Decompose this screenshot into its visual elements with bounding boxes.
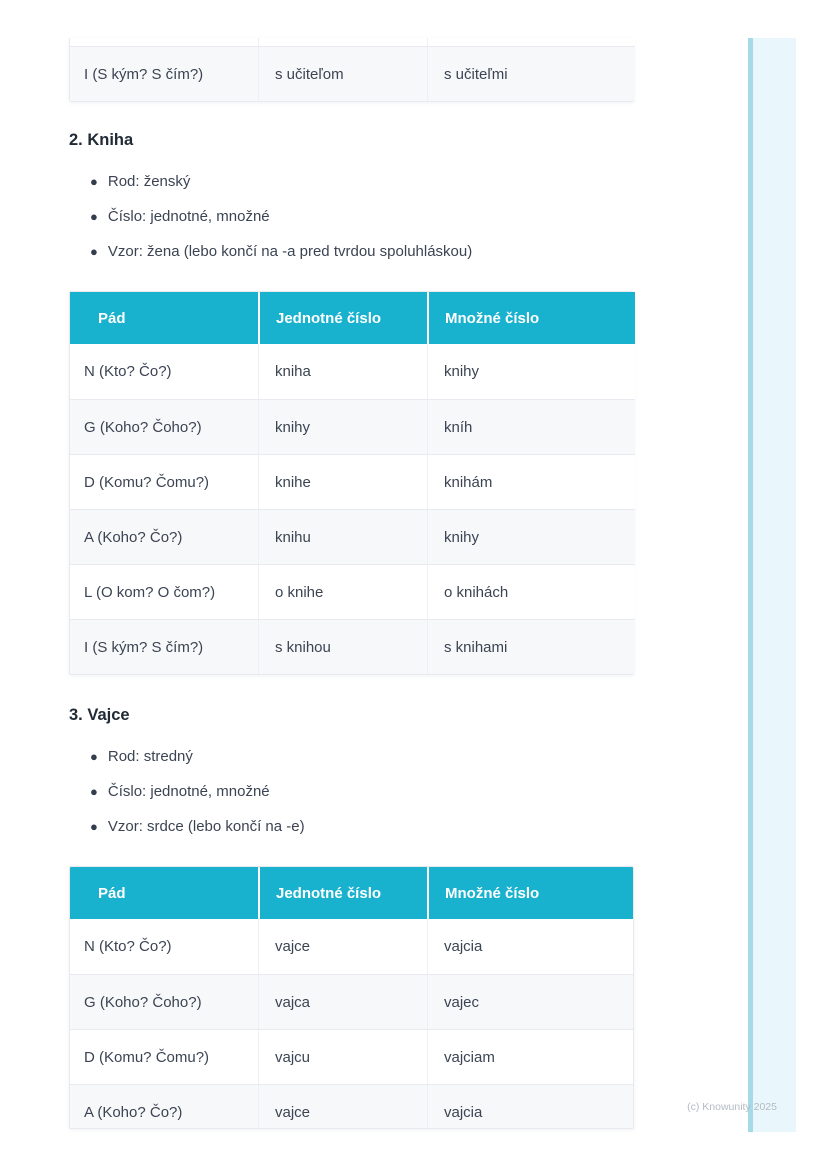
plural-cell: vajcia — [427, 1084, 634, 1129]
list-item-text: Číslo: jednotné, množné — [107, 208, 270, 225]
column-header-singular: Jednotné číslo — [258, 867, 427, 919]
plural-cell: vajciam — [427, 1029, 634, 1084]
singular-cell: s knihou — [258, 619, 427, 674]
table-cell — [70, 38, 258, 46]
section-heading-vajce: 3. Vajce — [69, 706, 130, 724]
singular-cell: knihy — [258, 399, 427, 454]
singular-cell: o knihe — [258, 564, 427, 619]
column-header-pad: Pád — [70, 867, 258, 919]
table-row — [70, 619, 635, 674]
plural-cell: o knihách — [427, 564, 635, 619]
singular-cell: vajce — [258, 1084, 427, 1129]
list-item — [90, 809, 634, 844]
case-cell: A (Koho? Čo?) — [70, 1084, 258, 1129]
singular-cell: knihu — [258, 509, 427, 564]
list-item-text: Číslo: jednotné, množné — [107, 783, 270, 800]
table-row — [70, 399, 635, 454]
case-cell: I (S kým? S čím?) — [70, 46, 258, 101]
plural-cell: s knihami — [427, 619, 635, 674]
table-row — [70, 46, 635, 101]
case-cell: D (Komu? Čomu?) — [70, 454, 258, 509]
table-cell — [427, 38, 635, 46]
singular-cell: kniha — [258, 344, 427, 399]
table-cell — [258, 38, 427, 46]
table-header-row — [70, 292, 635, 344]
list-item — [90, 164, 634, 199]
table-row — [70, 919, 634, 974]
singular-cell: vajcu — [258, 1029, 427, 1084]
singular-cell: knihe — [258, 454, 427, 509]
kniha-properties-list — [69, 164, 634, 269]
bullet-icon: ● — [90, 244, 98, 259]
list-item-text: Vzor: srdce (lebo končí na -e) — [107, 818, 305, 835]
case-cell: N (Kto? Čo?) — [70, 919, 258, 974]
list-item — [90, 234, 634, 269]
case-cell: L (O kom? O čom?) — [70, 564, 258, 619]
table-row — [70, 974, 634, 1029]
case-cell: I (S kým? S čím?) — [70, 619, 258, 674]
plural-cell: s učiteľmi — [427, 46, 635, 101]
case-cell: G (Koho? Čoho?) — [70, 974, 258, 1029]
plural-cell: vajec — [427, 974, 634, 1029]
table-row — [70, 1084, 634, 1129]
column-header-singular: Jednotné číslo — [258, 292, 427, 344]
plural-cell: knihám — [427, 454, 635, 509]
column-header-pad: Pád — [70, 292, 258, 344]
table-row — [70, 1029, 634, 1084]
list-item — [90, 199, 634, 234]
page-margin-stripe-panel — [753, 38, 796, 1132]
singular-cell: vajce — [258, 919, 427, 974]
list-item-text: Rod: stredný — [107, 748, 193, 765]
bullet-icon: ● — [90, 749, 98, 764]
case-cell: G (Koho? Čoho?) — [70, 399, 258, 454]
document-page — [69, 0, 634, 1129]
singular-cell: s učiteľom — [258, 46, 427, 101]
table-row — [70, 344, 635, 399]
bullet-icon: ● — [90, 174, 98, 189]
section-heading-kniha: 2. Kniha — [69, 131, 134, 149]
knowunity-watermark: (c) Knowunity 2025 — [687, 1101, 777, 1113]
table-row — [70, 564, 635, 619]
declension-table-kniha — [69, 291, 634, 675]
vajce-properties-list — [69, 739, 634, 844]
column-header-plural: Množné číslo — [427, 292, 635, 344]
table-row — [70, 454, 635, 509]
case-cell: A (Koho? Čo?) — [70, 509, 258, 564]
declension-table-ucitel-fragment — [69, 38, 634, 102]
case-cell: D (Komu? Čomu?) — [70, 1029, 258, 1084]
list-item-text: Rod: ženský — [107, 173, 191, 190]
table-row — [70, 509, 635, 564]
bullet-icon: ● — [90, 209, 98, 224]
plural-cell: knihy — [427, 509, 635, 564]
column-header-plural: Množné číslo — [427, 867, 634, 919]
plural-cell: knihy — [427, 344, 635, 399]
list-item — [90, 774, 634, 809]
list-item-text: Vzor: žena (lebo končí na -a pred tvrdou spoluhláskou) — [107, 243, 473, 260]
bullet-icon: ● — [90, 819, 98, 834]
singular-cell: vajca — [258, 974, 427, 1029]
plural-cell: vajcia — [427, 919, 634, 974]
list-item — [90, 739, 634, 774]
bullet-icon: ● — [90, 784, 98, 799]
declension-table-vajce — [69, 866, 634, 1129]
table-row-partial — [70, 38, 635, 46]
table-header-row — [70, 867, 634, 919]
case-cell: N (Kto? Čo?) — [70, 344, 258, 399]
plural-cell: kníh — [427, 399, 635, 454]
